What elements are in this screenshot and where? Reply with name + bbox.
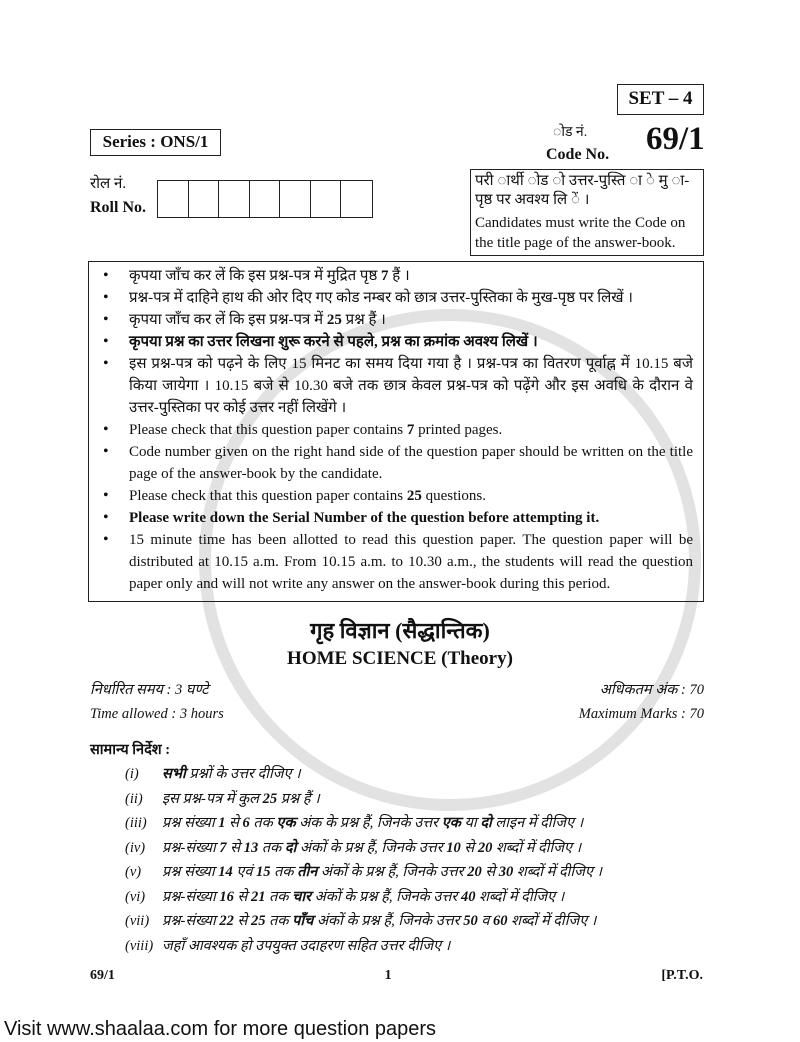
- code-note-box: [470, 169, 704, 256]
- text-segment: 7: [381, 268, 389, 284]
- text-segment: प्रश्न हैं ।: [341, 312, 386, 328]
- text-segment: 25: [406, 488, 422, 504]
- text-segment: दो: [284, 839, 297, 856]
- text-segment: व: [477, 913, 494, 929]
- text-segment: तक: [265, 888, 293, 905]
- text-segment: शब्दों में दीजिए ।: [492, 839, 582, 856]
- text-segment: प्रश्न-संख्या: [162, 913, 220, 929]
- text-segment: 20: [467, 864, 482, 880]
- text-segment: से: [481, 864, 499, 880]
- text-segment: प्रश्न-संख्या: [162, 839, 220, 856]
- instruction-item: [103, 287, 693, 309]
- text-segment: तीन: [297, 864, 318, 880]
- visit-banner[interactable]: Visit www.shaalaa.com for more question papers: [4, 1018, 437, 1040]
- general-instruction-item: [125, 762, 725, 787]
- text-segment: 50: [463, 913, 478, 929]
- instructions-box: [88, 261, 704, 602]
- text-segment: अंकों के प्रश्न हैं, जिनके उत्तर: [311, 888, 461, 905]
- item-number: (i): [125, 766, 139, 782]
- text-segment: प्रश्न-पत्र में दाहिने हाथ की ओर दिए गए कोड नम्बर को छात्र उत्तर-पुस्तिका के मुख-पृष्ठ पर लिखें ।: [129, 290, 633, 306]
- text-segment: Please check that this question paper contains: [129, 488, 407, 504]
- text-segment: प्रश्न-संख्या: [162, 888, 220, 905]
- time-allowed: Time allowed : 3 hours: [90, 706, 224, 722]
- general-instruction-item: [125, 909, 725, 934]
- text-segment: अंकों के प्रश्न हैं, जिनके उत्तर: [317, 864, 468, 880]
- item-number: (iii): [125, 815, 147, 831]
- text-segment: 16: [219, 888, 234, 905]
- text-segment: लाइन में दीजिए ।: [491, 815, 584, 831]
- text-segment: हैं ।: [388, 268, 410, 284]
- text-segment: से: [233, 888, 251, 905]
- item-number: (viii): [125, 937, 154, 954]
- page-footer: [90, 966, 703, 986]
- instruction-item: [103, 485, 693, 507]
- text-segment: printed pages.: [414, 422, 503, 438]
- text-segment: 40: [460, 888, 476, 905]
- pto-label: [P.T.O.: [661, 968, 703, 983]
- time-allowed-hindi: निर्धारित समय : 3 घण्टे: [90, 682, 209, 698]
- roll-digit-box[interactable]: [219, 181, 250, 217]
- text-segment: अंक के प्रश्न हैं, जिनके उत्तर: [295, 815, 442, 831]
- text-segment: सभी: [162, 766, 186, 782]
- instruction-item: [103, 265, 693, 287]
- general-instruction-item: [125, 885, 725, 910]
- text-segment: 7: [219, 839, 227, 856]
- text-segment: 14: [218, 864, 233, 880]
- item-number: (ii): [125, 790, 143, 807]
- general-instructions-list: [0, 762, 800, 958]
- text-segment: एवं: [232, 864, 257, 880]
- text-segment: 22: [219, 913, 234, 929]
- item-number: (vii): [125, 913, 150, 929]
- set-label: SET – 4: [617, 84, 704, 115]
- text-segment: दो: [480, 815, 492, 831]
- text-segment: 25: [326, 312, 342, 328]
- text-segment: 1: [218, 815, 226, 831]
- text-segment: 25: [262, 790, 278, 807]
- text-segment: तक: [270, 864, 298, 880]
- text-segment: प्रश्न संख्या: [162, 864, 219, 880]
- text-segment: एक: [276, 815, 296, 831]
- series-label: Series : ONS/1: [90, 129, 221, 156]
- code-number: 69/1: [646, 121, 705, 157]
- text-segment: तक: [265, 913, 293, 929]
- roll-digit-box[interactable]: [311, 181, 342, 217]
- text-segment: तक: [258, 839, 285, 856]
- roll-digit-box[interactable]: [158, 181, 189, 217]
- text-segment: चार: [292, 888, 312, 905]
- general-instruction-item: [125, 811, 725, 836]
- text-segment: प्रश्न हैं ।: [277, 790, 320, 807]
- roll-label: Roll No.: [90, 199, 146, 216]
- subject-title: HOME SCIENCE (Theory): [287, 648, 513, 669]
- text-segment: शब्दों में दीजिए ।: [513, 864, 603, 880]
- max-marks: Maximum Marks : 70: [578, 706, 704, 722]
- text-segment: प्रश्नों के उत्तर दीजिए ।: [185, 766, 301, 782]
- roll-digit-box[interactable]: [280, 181, 311, 217]
- text-segment: या: [460, 815, 481, 831]
- general-instruction-item: [125, 934, 725, 959]
- roll-number-boxes: [157, 180, 373, 218]
- text-segment: 30: [498, 864, 514, 880]
- text-segment: एक: [441, 815, 461, 831]
- text-segment: जहाँ आवश्यक हो उपयुक्त उदाहरण सहित उत्तर दीजिए ।: [162, 937, 451, 954]
- text-segment: अंकों के प्रश्न हैं, जिनके उत्तर: [313, 913, 464, 929]
- text-segment: 7: [406, 422, 415, 438]
- text-segment: 15 minute time has been allotted to read this question paper. The question paper will be distributed at 10.15 a.m. From 10.15 a.m. to 10.30 a.m., the students will read the question paper only and will not write any answer on the answer-book during this period.: [129, 532, 693, 592]
- text-segment: 13: [243, 839, 259, 856]
- item-number: (v): [125, 864, 142, 880]
- max-marks-hindi: अधिकतम अंक : 70: [599, 682, 704, 698]
- general-instructions-heading: सामान्य निर्देश :: [90, 742, 171, 758]
- text-segment: कृपया प्रश्न का उत्तर लिखना शुरू करने से पहले, प्रश्न का क्रमांक अवश्य लिखें ।: [129, 334, 538, 350]
- item-number: (vi): [125, 888, 146, 905]
- text-segment: इस प्रश्न-पत्र को पढ़ने के लिए 15 मिनट का समय दिया गया है । प्रश्न-पत्र का वितरण पूर्वाह्न में 10.15 बजे किया जायेगा । 10.15 बजे से 10.30 बजे तक छात्र केवल प्रश्न-पत्र को पढ़ेंगे और इस अवधि के दौरान वे उत्तर-पुस्तिका पर कोई उत्तर नहीं लिखेंगे ।: [129, 356, 693, 416]
- text-segment: 20: [477, 839, 493, 856]
- page-body: [0, 261, 800, 1042]
- general-instruction-item: [125, 860, 725, 885]
- text-segment: 6: [242, 815, 250, 831]
- text-segment: questions.: [421, 488, 487, 504]
- text-segment: 15: [256, 864, 271, 880]
- text-segment: Code number given on the right hand side of the question paper should be written on the title page of the answer-book by the candidate.: [129, 444, 693, 482]
- code-note-hindi: परी ार्थी ोड ो उत्तर-पुस्ति ा े मु ा-पृष्ठ पर अवश्य लि ें ।: [475, 173, 690, 208]
- text-segment: शब्दों में दीजिए ।: [475, 888, 565, 905]
- item-number: (iv): [125, 839, 146, 856]
- text-segment: पाँच: [292, 913, 314, 929]
- roll-digit-box[interactable]: [341, 181, 372, 217]
- general-instruction-item: [125, 787, 725, 812]
- instruction-item: [103, 529, 693, 595]
- subject-title-hindi: गृह विज्ञान (सैद्धान्तिक): [310, 618, 490, 643]
- text-segment: तक: [249, 815, 277, 831]
- text-segment: Please check that this question paper contains: [129, 422, 407, 438]
- text-segment: से: [460, 839, 478, 856]
- exam-meta: [90, 678, 704, 726]
- instruction-item: [103, 507, 693, 529]
- code-note-english: Candidates must write the Code on the title page of the answer-book.: [475, 215, 686, 251]
- text-segment: 25: [250, 913, 266, 929]
- instruction-item: [103, 331, 693, 353]
- text-segment: 21: [250, 888, 266, 905]
- instruction-item: [103, 441, 693, 485]
- general-instruction-item: [125, 836, 725, 861]
- text-segment: प्रश्न संख्या: [162, 815, 219, 831]
- text-segment: 10: [446, 839, 461, 856]
- text-segment: Please write down the Serial Number of the question before attempting it.: [129, 510, 600, 526]
- page-number: 1: [384, 968, 392, 983]
- roll-label-hindi: रोल नं.: [90, 176, 127, 192]
- footer-code: 69/1: [90, 968, 115, 983]
- instruction-item: [103, 419, 693, 441]
- instruction-item: [103, 309, 693, 331]
- text-segment: कृपया जाँच कर लें कि इस प्रश्न-पत्र में मुद्रित पृष्ठ: [129, 268, 382, 284]
- roll-digit-box[interactable]: [250, 181, 281, 217]
- text-segment: से: [226, 839, 244, 856]
- roll-digit-box[interactable]: [189, 181, 220, 217]
- code-label: Code No.: [546, 146, 610, 163]
- text-segment: कृपया जाँच कर लें कि इस प्रश्न-पत्र में: [129, 312, 327, 328]
- text-segment: 60: [493, 913, 508, 929]
- text-segment: से: [225, 815, 243, 831]
- text-segment: से: [233, 913, 251, 929]
- text-segment: शब्दों में दीजिए ।: [507, 913, 597, 929]
- text-segment: इस प्रश्न-पत्र में कुल: [162, 790, 263, 807]
- text-segment: अंकों के प्रश्न हैं, जिनके उत्तर: [296, 839, 447, 856]
- code-label-hindi: ोड नं.: [553, 125, 588, 140]
- instruction-item: [103, 353, 693, 419]
